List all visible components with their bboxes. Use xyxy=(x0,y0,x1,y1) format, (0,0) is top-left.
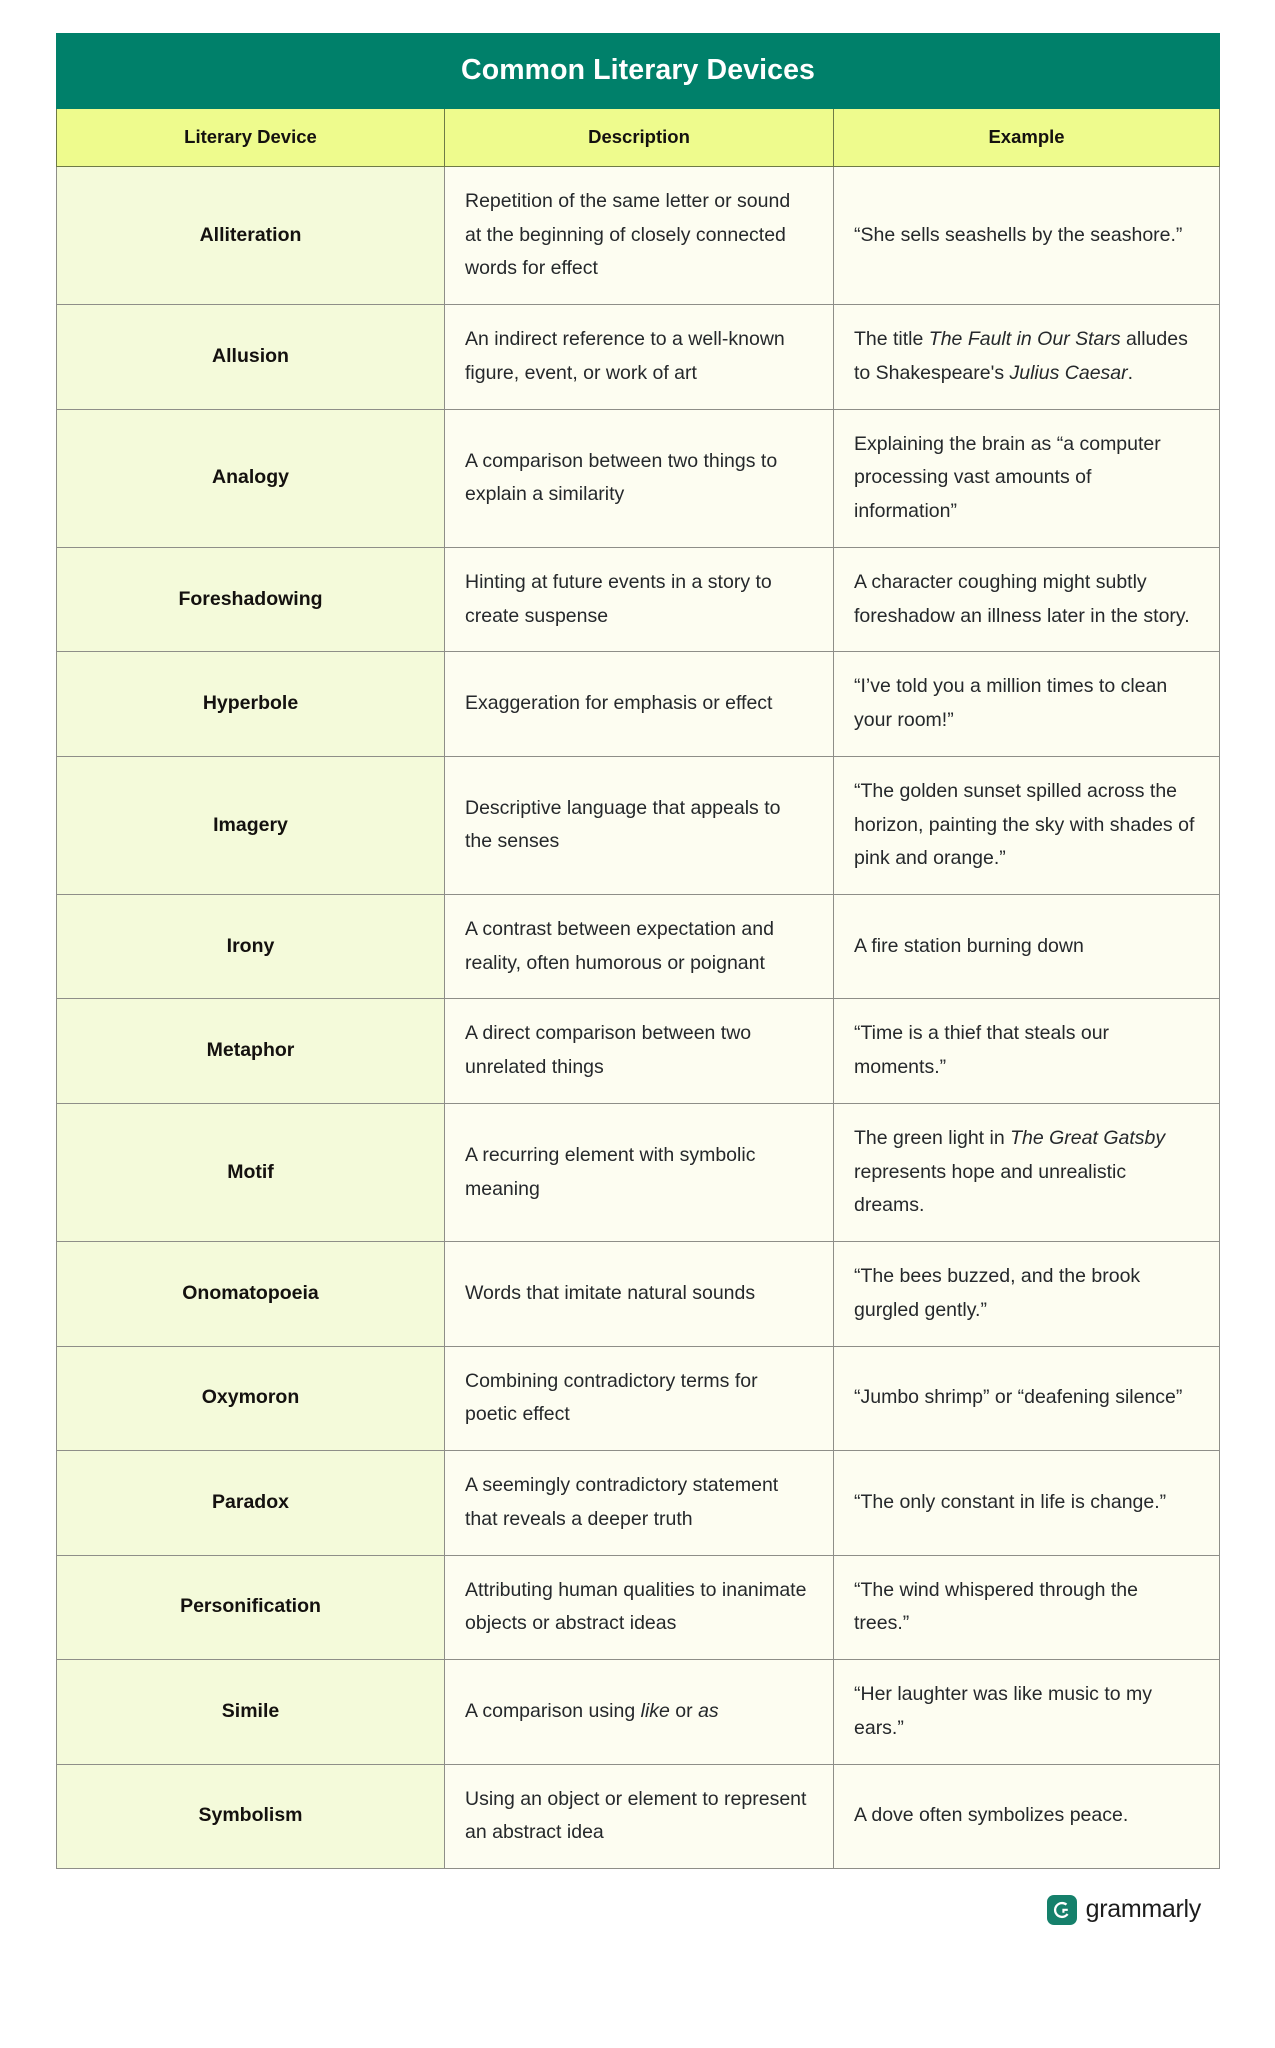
cell-description: A comparison using like or as xyxy=(445,1660,834,1764)
cell-description: Repetition of the same letter or sound at the beginning of closely connected words for effect xyxy=(445,167,834,305)
cell-literary-device: Foreshadowing xyxy=(57,547,445,651)
table-row xyxy=(57,999,1220,1103)
table-row xyxy=(57,409,1220,547)
cell-literary-device: Hyperbole xyxy=(57,652,445,756)
literary-devices-table xyxy=(56,33,1220,1869)
cell-description: Words that imitate natural sounds xyxy=(445,1242,834,1346)
column-header-literary-device: Literary Device xyxy=(57,109,445,167)
cell-example: “The only constant in life is change.” xyxy=(834,1451,1220,1555)
title-row xyxy=(57,34,1220,109)
cell-description: Exaggeration for emphasis or effect xyxy=(445,652,834,756)
cell-description: A contrast between expectation and reality, often humorous or poignant xyxy=(445,895,834,999)
table-row xyxy=(57,305,1220,409)
cell-literary-device: Allusion xyxy=(57,305,445,409)
cell-description: An indirect reference to a well-known figure, event, or work of art xyxy=(445,305,834,409)
cell-literary-device: Alliteration xyxy=(57,167,445,305)
cell-example: “The golden sunset spilled across the horizon, painting the sky with shades of pink and orange.” xyxy=(834,756,1220,894)
page-title: Common Literary Devices xyxy=(57,34,1220,109)
table-row xyxy=(57,1242,1220,1346)
table-head xyxy=(57,34,1220,109)
cell-literary-device: Oxymoron xyxy=(57,1346,445,1450)
table-row xyxy=(57,1451,1220,1555)
cell-description: A recurring element with symbolic meaning xyxy=(445,1103,834,1241)
cell-description: Descriptive language that appeals to the senses xyxy=(445,756,834,894)
cell-example: Explaining the brain as “a computer processing vast amounts of information” xyxy=(834,409,1220,547)
grammarly-wordmark: grammarly xyxy=(1085,1895,1201,1924)
cell-example: “Her laughter was like music to my ears.” xyxy=(834,1660,1220,1764)
cell-example: “I’ve told you a million times to clean your room!” xyxy=(834,652,1220,756)
cell-example: “The bees buzzed, and the brook gurgled gently.” xyxy=(834,1242,1220,1346)
cell-literary-device: Paradox xyxy=(57,1451,445,1555)
table-row xyxy=(57,652,1220,756)
table-row xyxy=(57,1103,1220,1241)
cell-example: “Time is a thief that steals our moments.” xyxy=(834,999,1220,1103)
grammarly-g-icon xyxy=(1047,1895,1077,1925)
table-row xyxy=(57,547,1220,651)
cell-description: A comparison between two things to explain a similarity xyxy=(445,409,834,547)
column-header-example: Example xyxy=(834,109,1220,167)
cell-description: A seemingly contradictory statement that reveals a deeper truth xyxy=(445,1451,834,1555)
cell-literary-device: Irony xyxy=(57,895,445,999)
cell-description: Combining contradictory terms for poetic effect xyxy=(445,1346,834,1450)
cell-example: A fire station burning down xyxy=(834,895,1220,999)
cell-description: Using an object or element to represent an abstract idea xyxy=(445,1764,834,1868)
cell-literary-device: Motif xyxy=(57,1103,445,1241)
cell-literary-device: Imagery xyxy=(57,756,445,894)
cell-literary-device: Metaphor xyxy=(57,999,445,1103)
cell-literary-device: Onomatopoeia xyxy=(57,1242,445,1346)
cell-literary-device: Symbolism xyxy=(57,1764,445,1868)
table-body xyxy=(57,167,1220,1869)
table-row xyxy=(57,895,1220,999)
table-row xyxy=(57,1660,1220,1764)
table-row xyxy=(57,167,1220,305)
footer xyxy=(56,1869,1219,1925)
grammarly-logo xyxy=(1047,1895,1201,1925)
cell-literary-device: Personification xyxy=(57,1555,445,1659)
cell-example: A character coughing might subtly foreshadow an illness later in the story. xyxy=(834,547,1220,651)
cell-example: A dove often symbolizes peace. xyxy=(834,1764,1220,1868)
cell-example: The green light in The Great Gatsby represents hope and unrealistic dreams. xyxy=(834,1103,1220,1241)
cell-literary-device: Analogy xyxy=(57,409,445,547)
cell-example: “She sells seashells by the seashore.” xyxy=(834,167,1220,305)
cell-example: “The wind whispered through the trees.” xyxy=(834,1555,1220,1659)
table-row xyxy=(57,1346,1220,1450)
column-header-row xyxy=(57,109,1220,167)
column-header-description: Description xyxy=(445,109,834,167)
table-row xyxy=(57,1555,1220,1659)
table-row xyxy=(57,1764,1220,1868)
cell-description: Hinting at future events in a story to create suspense xyxy=(445,547,834,651)
table-row xyxy=(57,756,1220,894)
cell-example: The title The Fault in Our Stars alludes to Shakespeare's Julius Caesar. xyxy=(834,305,1220,409)
cell-description: A direct comparison between two unrelated things xyxy=(445,999,834,1103)
cell-description: Attributing human qualities to inanimate objects or abstract ideas xyxy=(445,1555,834,1659)
cell-literary-device: Simile xyxy=(57,1660,445,1764)
cell-example: “Jumbo shrimp” or “deafening silence” xyxy=(834,1346,1220,1450)
